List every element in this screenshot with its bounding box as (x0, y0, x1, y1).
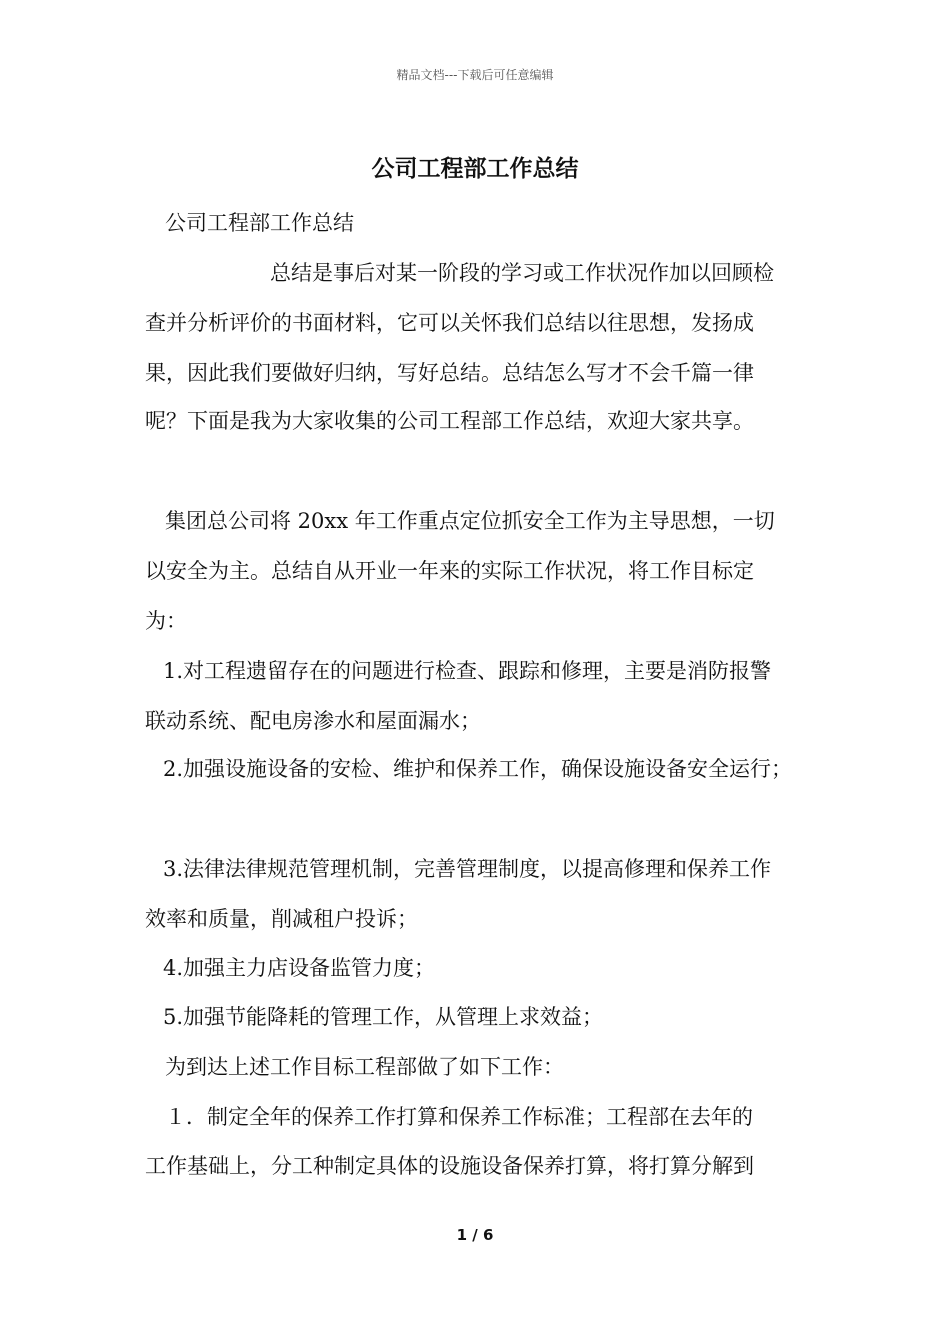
item1-line-1: 1.对工程遗留存在的问题进行检查、跟踪和修理，主要是消防报警 (163, 659, 772, 683)
para1-line-2: 以安全为主。总结自从开业一年来的实际工作状况，将工作目标定 (145, 559, 754, 583)
para1-line-1: 集团总公司将 20xx 年工作重点定位抓安全工作为主导思想，一切 (165, 509, 775, 533)
document-title: 公司工程部工作总结 (371, 156, 579, 182)
page-number: 1 / 6 (456, 1226, 494, 1244)
intro-line-4: 呢？下面是我为大家收集的公司工程部工作总结，欢迎大家共享。 (145, 409, 754, 433)
item3-line-2: 效率和质量，削减租户投诉； (145, 907, 418, 931)
item2-line: 2.加强设施设备的安检、维护和保养工作，确保设施设备安全运行； (163, 757, 793, 781)
item5-line: 5.加强节能降耗的管理工作，从管理上求效益； (163, 1005, 604, 1029)
item4-line: 4.加强主力店设备监管力度； (163, 956, 436, 980)
item3-line-1: 3.法律法律规范管理机制，完善管理制度，以提高修理和保养工作 (163, 857, 772, 881)
header-note: 精品文档---下载后可任意编辑 (396, 68, 554, 82)
intro-line-3: 果，因此我们要做好归纳，写好总结。总结怎么写才不会千篇一律 (145, 361, 754, 385)
work1-line-1: １．制定全年的保养工作打算和保养工作标准；工程部在去年的 (165, 1105, 753, 1129)
subtitle: 公司工程部工作总结 (165, 211, 354, 235)
work1-line-2: 工作基础上，分工种制定具体的设施设备保养打算，将打算分解到 (145, 1154, 754, 1178)
work-intro-line: 为到达上述工作目标工程部做了如下工作： (165, 1055, 564, 1079)
item1-line-2: 联动系统、配电房渗水和屋面漏水； (145, 709, 481, 733)
intro-line-1: 总结是事后对某一阶段的学习或工作状况作加以回顾检 (270, 261, 774, 285)
para1-line-3: 为： (145, 609, 187, 633)
intro-line-2: 查并分析评价的书面材料，它可以关怀我们总结以往思想，发扬成 (145, 311, 754, 335)
